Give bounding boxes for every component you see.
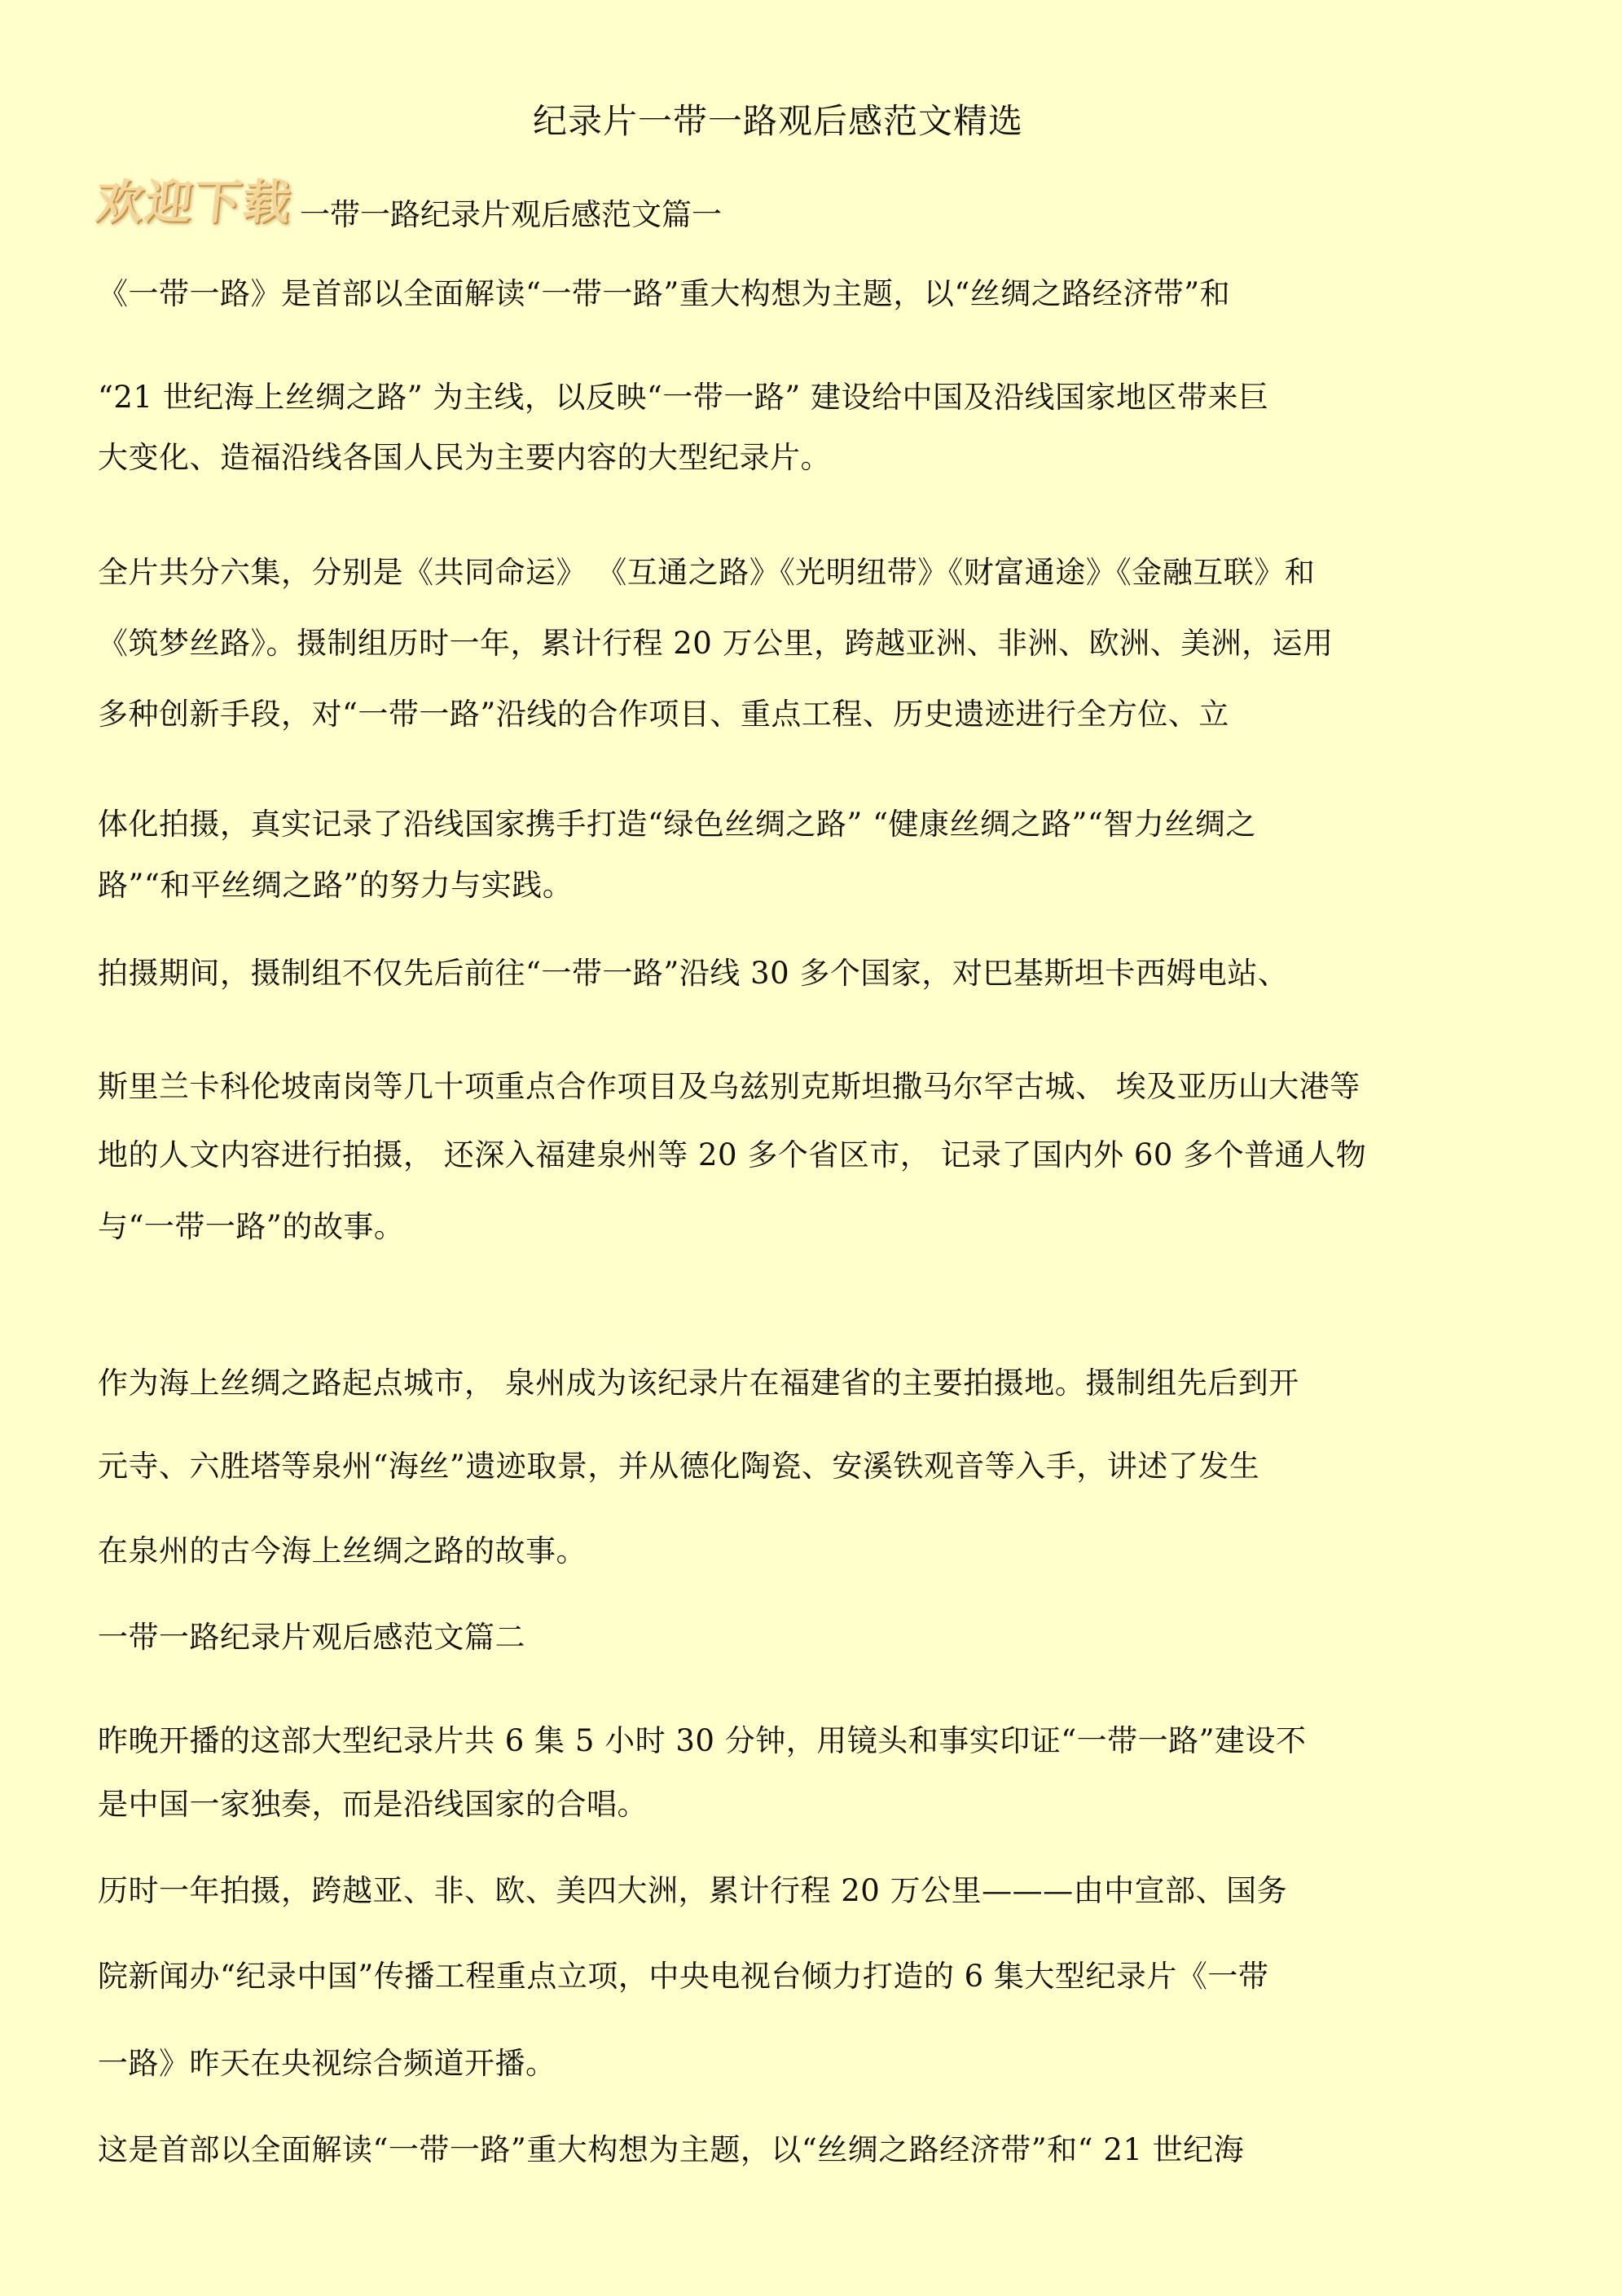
paragraph-line: 元寺、六胜塔等泉州“海丝”遗迹取景，并从德化陶瓷、安溪铁观音等入手，讲述了发生 — [98, 1449, 1260, 1484]
paragraph-line: 多种创新手段，对“一带一路”沿线的合作项目、重点工程、历史遗迹进行全方位、立 — [98, 697, 1229, 732]
paragraph-line: 体化拍摄，真实记录了沿线国家携手打造“绿色丝绸之路” “健康丝绸之路”“智力丝绸之 — [98, 807, 1256, 842]
paragraph-line: 全片共分六集，分别是《共同命运》 《互通之路》《光明纽带》《财富通途》《金融互联》和 — [98, 555, 1316, 590]
paragraph-line: 这是首部以全面解读“一带一路”重大构想为主题，以“丝绸之路经济带”和“ 21 世纪海 — [98, 2132, 1245, 2167]
paragraph-line: 《筑梦丝路》。摄制组历时一年，累计行程 20 万公里，跨越亚洲、非洲、欧洲、美洲，运用 — [98, 626, 1334, 661]
paragraph-line: 斯里兰卡科伦坡南岗等几十项重点合作项目及乌兹别克斯坦撒马尔罕古城、 埃及亚历山大港等 — [98, 1069, 1360, 1104]
paragraph-line: 地的人文内容进行拍摄， 还深入福建泉州等 20 多个省区市， 记录了国内外 60 多个普通人物 — [98, 1137, 1367, 1172]
paragraph-line: 作为海上丝绸之路起点城市， 泉州成为该纪录片在福建省的主要拍摄地。摄制组先后到开 — [98, 1366, 1299, 1401]
paragraph-line: “21 世纪海上丝绸之路” 为主线，以反映“一带一路” 建设给中国及沿线国家地区带来巨 — [98, 380, 1269, 415]
paragraph-line: 院新闻办“纪录中国”传播工程重点立项，中央电视台倾力打造的 6 集大型纪录片《一带 — [98, 1959, 1269, 1994]
paragraph-line: 拍摄期间，摄制组不仅先后前往“一带一路”沿线 30 多个国家，对巴基斯坦卡西姆电站、 — [98, 956, 1289, 991]
paragraph-line: 是中国一家独奏，而是沿线国家的合唱。 — [98, 1787, 648, 1822]
paragraph-line: 与“一带一路”的故事。 — [98, 1209, 405, 1244]
section-heading-2: 一带一路纪录片观后感范文篇二 — [98, 1620, 525, 1655]
paragraph-line: 历时一年拍摄，跨越亚、非、欧、美四大洲，累计行程 20 万公里———由中宣部、国务 — [98, 1873, 1288, 1908]
paragraph-line: 昨晚开播的这部大型纪录片共 6 集 5 小时 30 分钟，用镜头和事实印证“一带一路”建设不 — [98, 1723, 1307, 1758]
section-heading-1: 一带一路纪录片观后感范文篇一 — [300, 197, 722, 232]
paragraph-line: 路”“和平丝绸之路”的努力与实践。 — [98, 868, 574, 903]
paragraph-line: 大变化、造福沿线各国人民为主要内容的大型纪录片。 — [98, 440, 831, 475]
paragraph-line: 一路》昨天在央视综合频道开播。 — [98, 2046, 556, 2081]
paragraph-line: 《一带一路》是首部以全面解读“一带一路”重大构想为主题，以“丝绸之路经济带”和 — [98, 276, 1231, 311]
download-logo: 欢迎下载 — [93, 174, 295, 230]
document-title: 纪录片一带一路观后感范文精选 — [532, 101, 1023, 141]
paragraph-line: 在泉州的古今海上丝绸之路的故事。 — [98, 1533, 587, 1568]
